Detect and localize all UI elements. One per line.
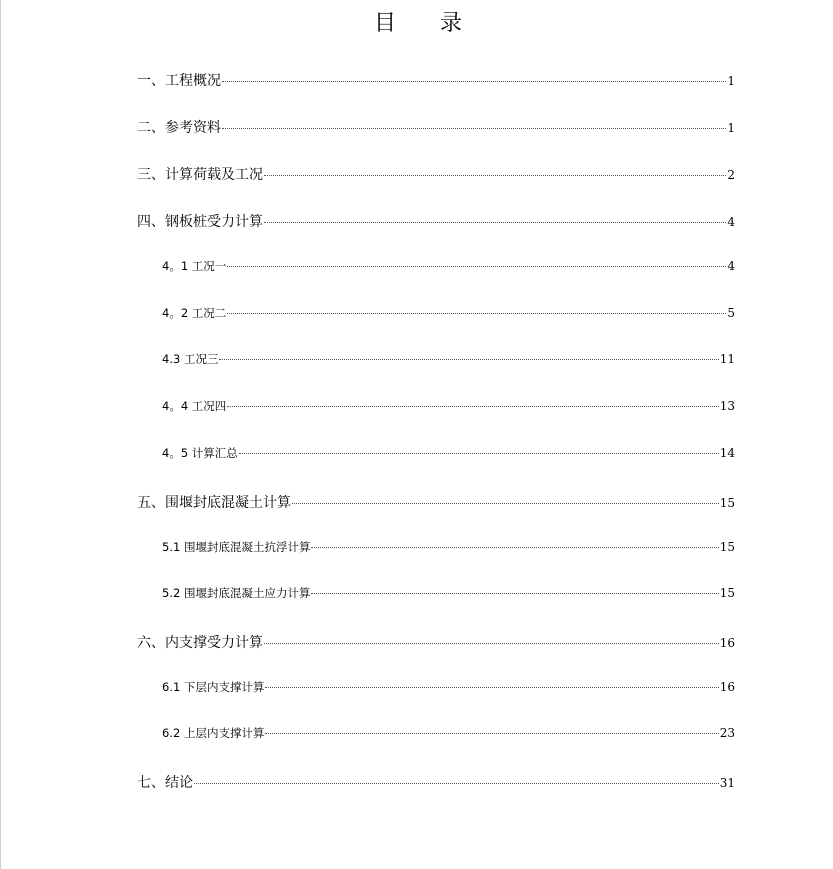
toc-leader-dots <box>311 547 718 548</box>
toc-entry-label: 4。1 工况一 <box>162 259 227 273</box>
toc-entry-label: 6.1 下层内支撑计算 <box>162 680 265 694</box>
toc-entry[interactable] <box>137 164 735 184</box>
toc-entry-page: 2 <box>727 168 735 182</box>
toc-leader-dots <box>194 783 719 784</box>
toc-leader-dots <box>227 406 718 407</box>
page-left-border <box>0 0 1 869</box>
toc-entry-page: 4 <box>727 259 735 273</box>
toc-subentry[interactable] <box>162 398 735 418</box>
toc-entry-page: 23 <box>719 726 735 740</box>
toc-leader-dots <box>239 453 719 454</box>
toc-entry-label: 四、钢板桩受力计算 <box>137 214 263 230</box>
toc-entry-page: 1 <box>727 74 735 88</box>
toc-entry-label: 4.3 工况三 <box>162 352 219 366</box>
toc-leader-dots <box>222 128 726 129</box>
toc-entry-page: 14 <box>719 446 735 460</box>
toc-entry-label: 6.2 上层内支撑计算 <box>162 726 265 740</box>
toc-leader-dots <box>292 503 719 504</box>
toc-leader-dots <box>265 733 718 734</box>
toc-entry[interactable] <box>137 772 735 792</box>
toc-subentry[interactable] <box>162 725 735 745</box>
toc-title: 目录 <box>373 11 506 36</box>
toc-subentry[interactable] <box>162 258 735 278</box>
toc-entry-page: 15 <box>719 496 735 510</box>
toc-subentry[interactable] <box>162 305 735 325</box>
toc-entry[interactable] <box>137 211 735 231</box>
toc-leader-dots <box>227 313 726 314</box>
toc-entry-label: 六、内支撑受力计算 <box>137 635 263 651</box>
toc-subentry[interactable] <box>162 679 735 699</box>
toc-entry-page: 4 <box>727 215 735 229</box>
toc-entry-page: 15 <box>719 586 735 600</box>
toc-entry-label: 5.1 围堰封底混凝土抗浮计算 <box>162 540 311 554</box>
toc-leader-dots <box>222 81 726 82</box>
toc-leader-dots <box>264 175 726 176</box>
toc-entry[interactable] <box>137 70 735 90</box>
toc-entry-label: 七、结论 <box>137 775 193 791</box>
toc-entry-label: 5.2 围堰封底混凝土应力计算 <box>162 586 311 600</box>
toc-entry-label: 五、围堰封底混凝土计算 <box>137 495 291 511</box>
toc-entry[interactable] <box>137 117 735 137</box>
toc-subentry[interactable] <box>162 539 735 559</box>
toc-entry-label: 4。2 工况二 <box>162 306 227 320</box>
toc-entry-page: 11 <box>719 352 735 366</box>
toc-subentry[interactable] <box>162 351 735 371</box>
toc-entry[interactable] <box>137 632 735 652</box>
toc-leader-dots <box>264 222 726 223</box>
toc-entry-page: 16 <box>719 680 735 694</box>
toc-entry-label: 一、工程概况 <box>137 73 221 89</box>
toc-entry-page: 15 <box>719 540 735 554</box>
toc-entry-label: 4。5 计算汇总 <box>162 446 238 460</box>
toc-entry-label: 4。4 工况四 <box>162 399 227 413</box>
toc-entry-page: 31 <box>719 776 735 790</box>
toc-leader-dots <box>311 593 718 594</box>
toc-leader-dots <box>264 643 719 644</box>
toc-entry-page: 1 <box>727 121 735 135</box>
toc-entry-page: 13 <box>719 399 735 413</box>
toc-leader-dots <box>265 687 718 688</box>
toc-entry-label: 三、计算荷载及工况 <box>137 167 263 183</box>
toc-entry[interactable] <box>137 492 735 512</box>
toc-subentry[interactable] <box>162 445 735 465</box>
toc-entry-label: 二、参考资料 <box>137 120 221 136</box>
toc-leader-dots <box>227 266 726 267</box>
toc-entry-page: 5 <box>727 306 735 320</box>
toc-entry-page: 16 <box>719 636 735 650</box>
toc-leader-dots <box>219 359 718 360</box>
toc-subentry[interactable] <box>162 585 735 605</box>
